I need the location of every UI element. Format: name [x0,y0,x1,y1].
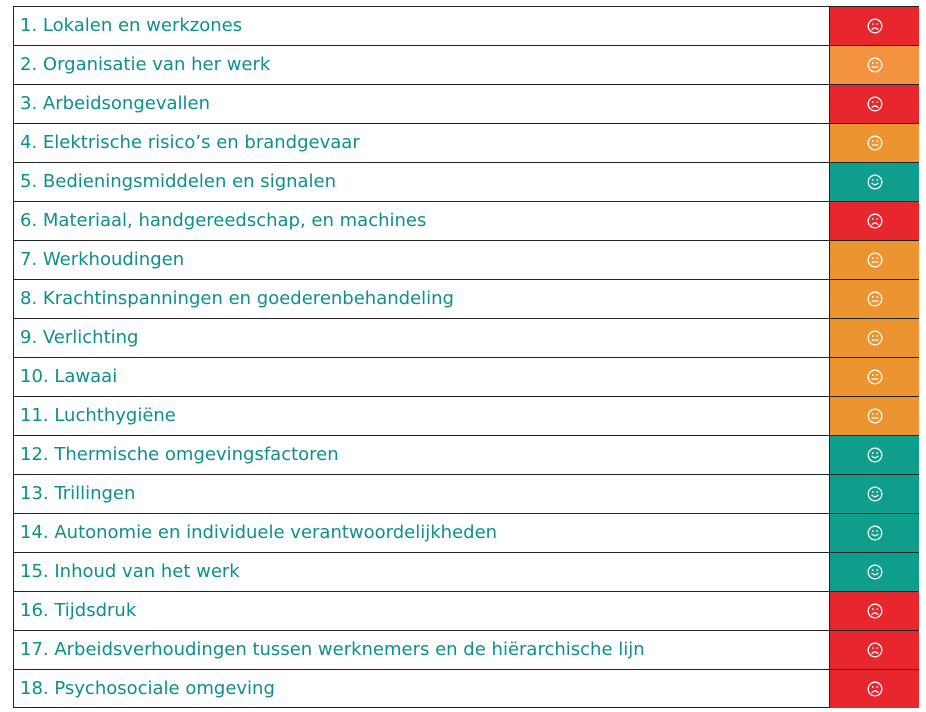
status-cell [829,280,919,318]
row-label: 9. Verlichting [20,327,139,348]
smiley-happy-icon [867,486,883,502]
table-row [14,318,919,357]
status-cell [829,631,919,669]
smiley-sad-icon [867,96,883,112]
smiley-neutral-icon [867,369,883,385]
table-row [14,513,919,552]
status-cell [829,436,919,474]
smiley-neutral-icon [867,330,883,346]
row-label: 16. Tijdsdruk [20,600,137,621]
status-cell [829,202,919,240]
smiley-happy-icon [867,174,883,190]
status-cell [829,46,919,84]
row-label: 3. Arbeidsongevallen [20,93,211,114]
smiley-sad-icon [867,18,883,34]
table-row [14,396,919,435]
table-row [14,591,919,630]
row-label: 12. Thermische omgevingsfactoren [20,444,339,465]
table-row [14,474,919,513]
smiley-sad-icon [867,681,883,697]
smiley-neutral-icon [867,252,883,268]
risk-table [13,6,918,708]
row-label: 10. Lawaai [20,366,118,387]
row-label: 8. Krachtinspanningen en goederenbehandeling [20,288,454,309]
row-label: 4. Elektrische risico’s en brandgevaar [20,132,360,153]
row-label: 1. Lokalen en werkzones [20,15,243,36]
smiley-neutral-icon [867,408,883,424]
smiley-happy-icon [867,525,883,541]
status-cell [829,553,919,591]
table-row [14,162,919,201]
status-cell [829,397,919,435]
row-label: 2. Organisatie van her werk [20,54,271,75]
smiley-neutral-icon [867,135,883,151]
table-row [14,240,919,279]
table-row [14,279,919,318]
status-cell [829,670,919,708]
smiley-happy-icon [867,564,883,580]
row-label: 6. Materiaal, handgereedschap, en machines [20,210,427,231]
table-row [14,630,919,669]
table-row [14,552,919,591]
status-cell [829,592,919,630]
row-label: 17. Arbeidsverhoudingen tussen werknemers en de hiërarchische lijn [20,639,645,660]
status-cell [829,7,919,45]
status-cell [829,85,919,123]
status-cell [829,358,919,396]
table-row [14,201,919,240]
status-cell [829,163,919,201]
row-label: 14. Autonomie en individuele verantwoordelijkheden [20,522,498,543]
smiley-sad-icon [867,603,883,619]
smiley-sad-icon [867,213,883,229]
status-cell [829,241,919,279]
smiley-happy-icon [867,447,883,463]
table-row [14,84,919,123]
table-row [14,45,919,84]
table-row [14,6,919,45]
smiley-sad-icon [867,642,883,658]
row-label: 11. Luchthygiëne [20,405,176,426]
row-label: 18. Psychosociale omgeving [20,678,275,699]
table-row [14,669,919,708]
row-label: 5. Bedieningsmiddelen en signalen [20,171,337,192]
table-row [14,435,919,474]
smiley-neutral-icon [867,57,883,73]
status-cell [829,319,919,357]
table-row [14,357,919,396]
smiley-neutral-icon [867,291,883,307]
status-cell [829,475,919,513]
row-label: 13. Trillingen [20,483,136,504]
status-cell [829,514,919,552]
row-label: 15. Inhoud van het werk [20,561,240,582]
status-cell [829,124,919,162]
row-label: 7. Werkhoudingen [20,249,185,270]
table-row [14,123,919,162]
